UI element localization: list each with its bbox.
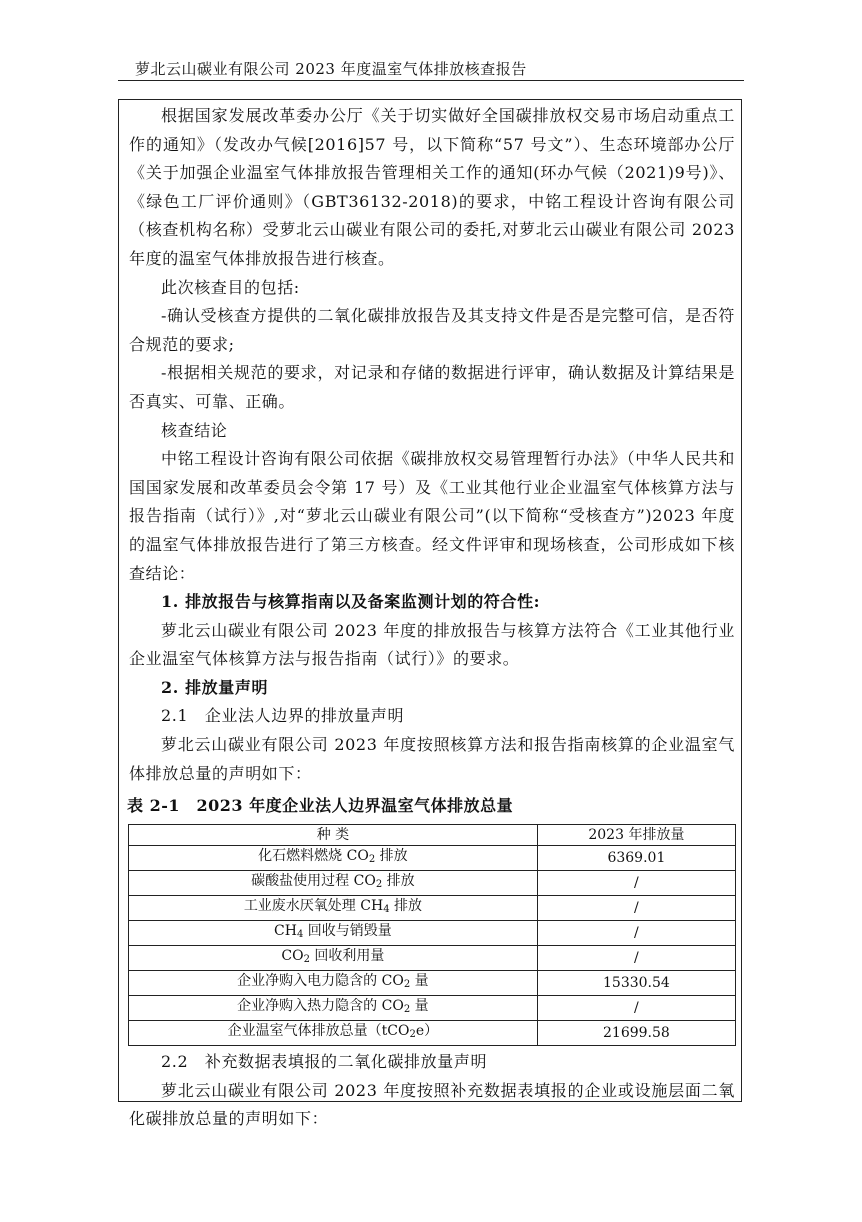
section-2-1-heading: 2.1 企业法人边界的排放量声明: [161, 706, 405, 726]
value-cell: 6369.01: [537, 846, 735, 871]
purpose-bullet-1: -确认受核查方提供的二氧化碳排放报告及其支持文件是否是完整可信，是否符合规范的要求;: [129, 306, 735, 354]
table-row: [129, 946, 736, 971]
table-row: [129, 846, 736, 871]
section-2-heading: 2. 排放量声明: [161, 677, 269, 697]
category-cell: 企业净购入电力隐含的 $CO_2$ 量: [129, 971, 538, 996]
section-2-2-paragraph: 萝北云山碳业有限公司 2023 年度按照补充数据表填报的企业或设施层面二氧化碳排放总量的声明如下：: [129, 1080, 735, 1129]
category-cell: 工业废水厌氧处理 $CH_4$ 排放: [129, 896, 538, 921]
value-cell: /: [537, 996, 735, 1021]
table-row: [129, 1021, 736, 1046]
category-cell: 碳酸盐使用过程 $CO_2$ 排放: [129, 871, 538, 896]
section-2-1-paragraph: 萝北云山碳业有限公司 2023 年度按照核算方法和报告指南核算的企业温室气体排放总量的声明如下：: [129, 735, 735, 783]
section-1-heading: 1. 排放报告与核算指南以及备案监测计划的符合性:: [161, 592, 541, 612]
category-cell: 企业温室气体排放总量（tCO$_2$e）: [129, 1021, 538, 1046]
page-header-title: 萝北云山碳业有限公司 2023 年度温室气体排放核查报告: [135, 60, 527, 78]
table-row: [129, 896, 736, 921]
category-cell: $CH_4$ 回收与销毁量: [129, 921, 538, 946]
header-emission-2023: 2023 年排放量: [537, 825, 735, 846]
report-body: [129, 102, 735, 1134]
section-2-2-heading: 2.2 补充数据表填报的二氧化碳排放量声明: [161, 1052, 488, 1072]
conclusion-heading: 核查结论: [161, 420, 228, 440]
table-row: [129, 921, 736, 946]
value-cell: /: [537, 946, 735, 971]
value-cell: /: [537, 921, 735, 946]
emissions-table: [128, 824, 736, 1046]
table-caption: 表 2-1 2023 年度企业法人边界温室气体排放总量: [127, 796, 514, 816]
intro-paragraph: 根据国家发展改革委办公厅《关于切实做好全国碳排放权交易市场启动重点工作的通知》（发改办气候[2016]57 号，以下简称“57 号文”）、生态环境部办公厅《关于加强企业温室气体排放报告管理相关工作的通知(环办气候（2021)9号)》、《绿色工厂评价通则》（GBT36132-2018)的要求，中铭工程设计咨询有限公司（核查机构名称）受萝北云山碳业有限公司的委托,对萝北云山碳业有限公司 2023 年度的温室气体排放报告进行核查。: [129, 106, 735, 268]
conclusion-paragraph: 中铭工程设计咨询有限公司依据《碳排放权交易管理暂行办法》（中华人民共和国国家发展和改革委员会令第 17 号）及《工业其他行业企业温室气体核算方法与报告指南（试行）》,对“萝北云山碳业有限公司”(以下简称“受核查方”)2023 年度的温室气体排放报告进行了第三方核查。经文件评审和现场核查，公司形成如下核查结论：: [129, 449, 735, 583]
value-cell: /: [537, 896, 735, 921]
table-row: [129, 971, 736, 996]
value-cell: 21699.58: [537, 1021, 735, 1046]
purpose-bullet-2: -根据相关规范的要求，对记录和存储的数据进行评审，确认数据及计算结果是否真实、可靠、正确。: [129, 363, 735, 411]
value-cell: /: [537, 871, 735, 896]
category-cell: $CO_2$ 回收利用量: [129, 946, 538, 971]
header-divider: [118, 80, 744, 81]
category-cell: 企业净购入热力隐含的 $CO_2$ 量: [129, 996, 538, 1021]
purpose-heading: 此次核查目的包括:: [161, 277, 300, 297]
section-1-paragraph: 萝北云山碳业有限公司 2023 年度的排放报告与核算方法符合《工业其他行业企业温室气体核算方法与报告指南（试行）》的要求。: [129, 620, 735, 669]
table-row: [129, 996, 736, 1021]
table-header-row: [129, 825, 736, 846]
value-cell: 15330.54: [537, 971, 735, 996]
content-frame: [118, 99, 742, 1129]
header-category: 种 类: [129, 825, 538, 846]
category-cell: 化石燃料燃烧 $CO_2$ 排放: [129, 846, 538, 871]
table-row: [129, 871, 736, 896]
